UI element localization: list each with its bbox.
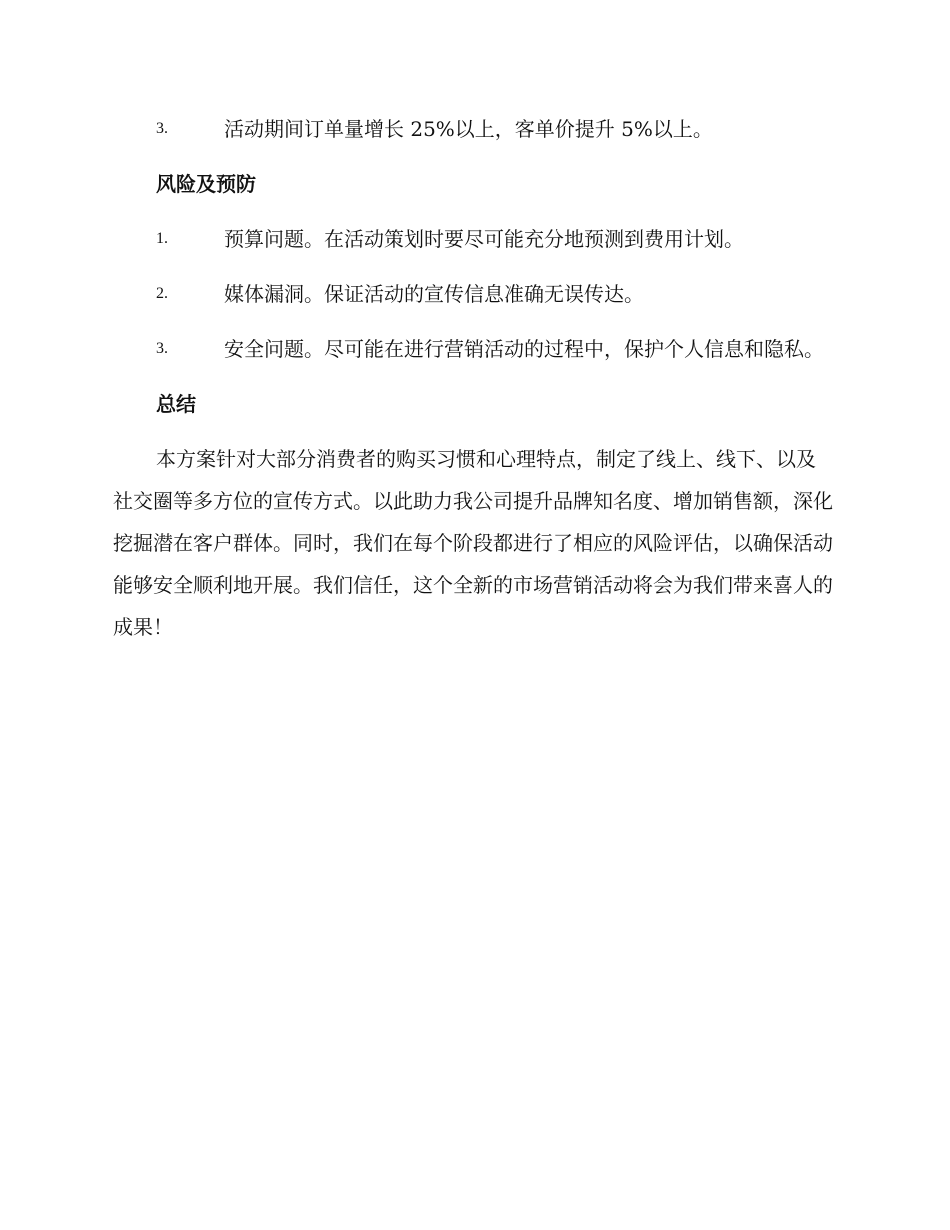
list-text: 预算问题。在活动策划时要尽可能充分地预测到费用计划。 xyxy=(224,227,744,251)
risk-item-2 xyxy=(113,273,833,315)
summary-paragraph: 本方案针对大部分消费者的购买习惯和心理特点，制定了线上、线下、以及社交圈等多方位的宣传方式。以此助力我公司提升品牌知名度、增加销售额，深化挖掘潜在客户群体。同时，我们在每个阶段都进行了相应的风险评估，以确保活动能够安全顺利地开展。我们信任，这个全新的市场营销活动将会为我们带来喜人的成果！ xyxy=(113,447,833,639)
list-number: 3. xyxy=(156,340,168,357)
list-number: 1. xyxy=(156,230,168,247)
document-body xyxy=(113,108,833,648)
list-text: 媒体漏洞。保证活动的宣传信息准确无误传达。 xyxy=(224,282,644,306)
list-number: 2. xyxy=(156,285,168,302)
list-text: 活动期间订单量增长 25%以上，客单价提升 5%以上。 xyxy=(224,117,713,141)
risk-item-1 xyxy=(113,218,833,260)
list-number: 3. xyxy=(156,120,168,137)
summary-heading: 总结 xyxy=(156,392,196,416)
goal-item-3 xyxy=(113,108,833,150)
risk-item-3 xyxy=(113,328,833,370)
list-text: 安全问题。尽可能在进行营销活动的过程中，保护个人信息和隐私。 xyxy=(224,337,824,361)
risk-heading: 风险及预防 xyxy=(156,172,256,196)
